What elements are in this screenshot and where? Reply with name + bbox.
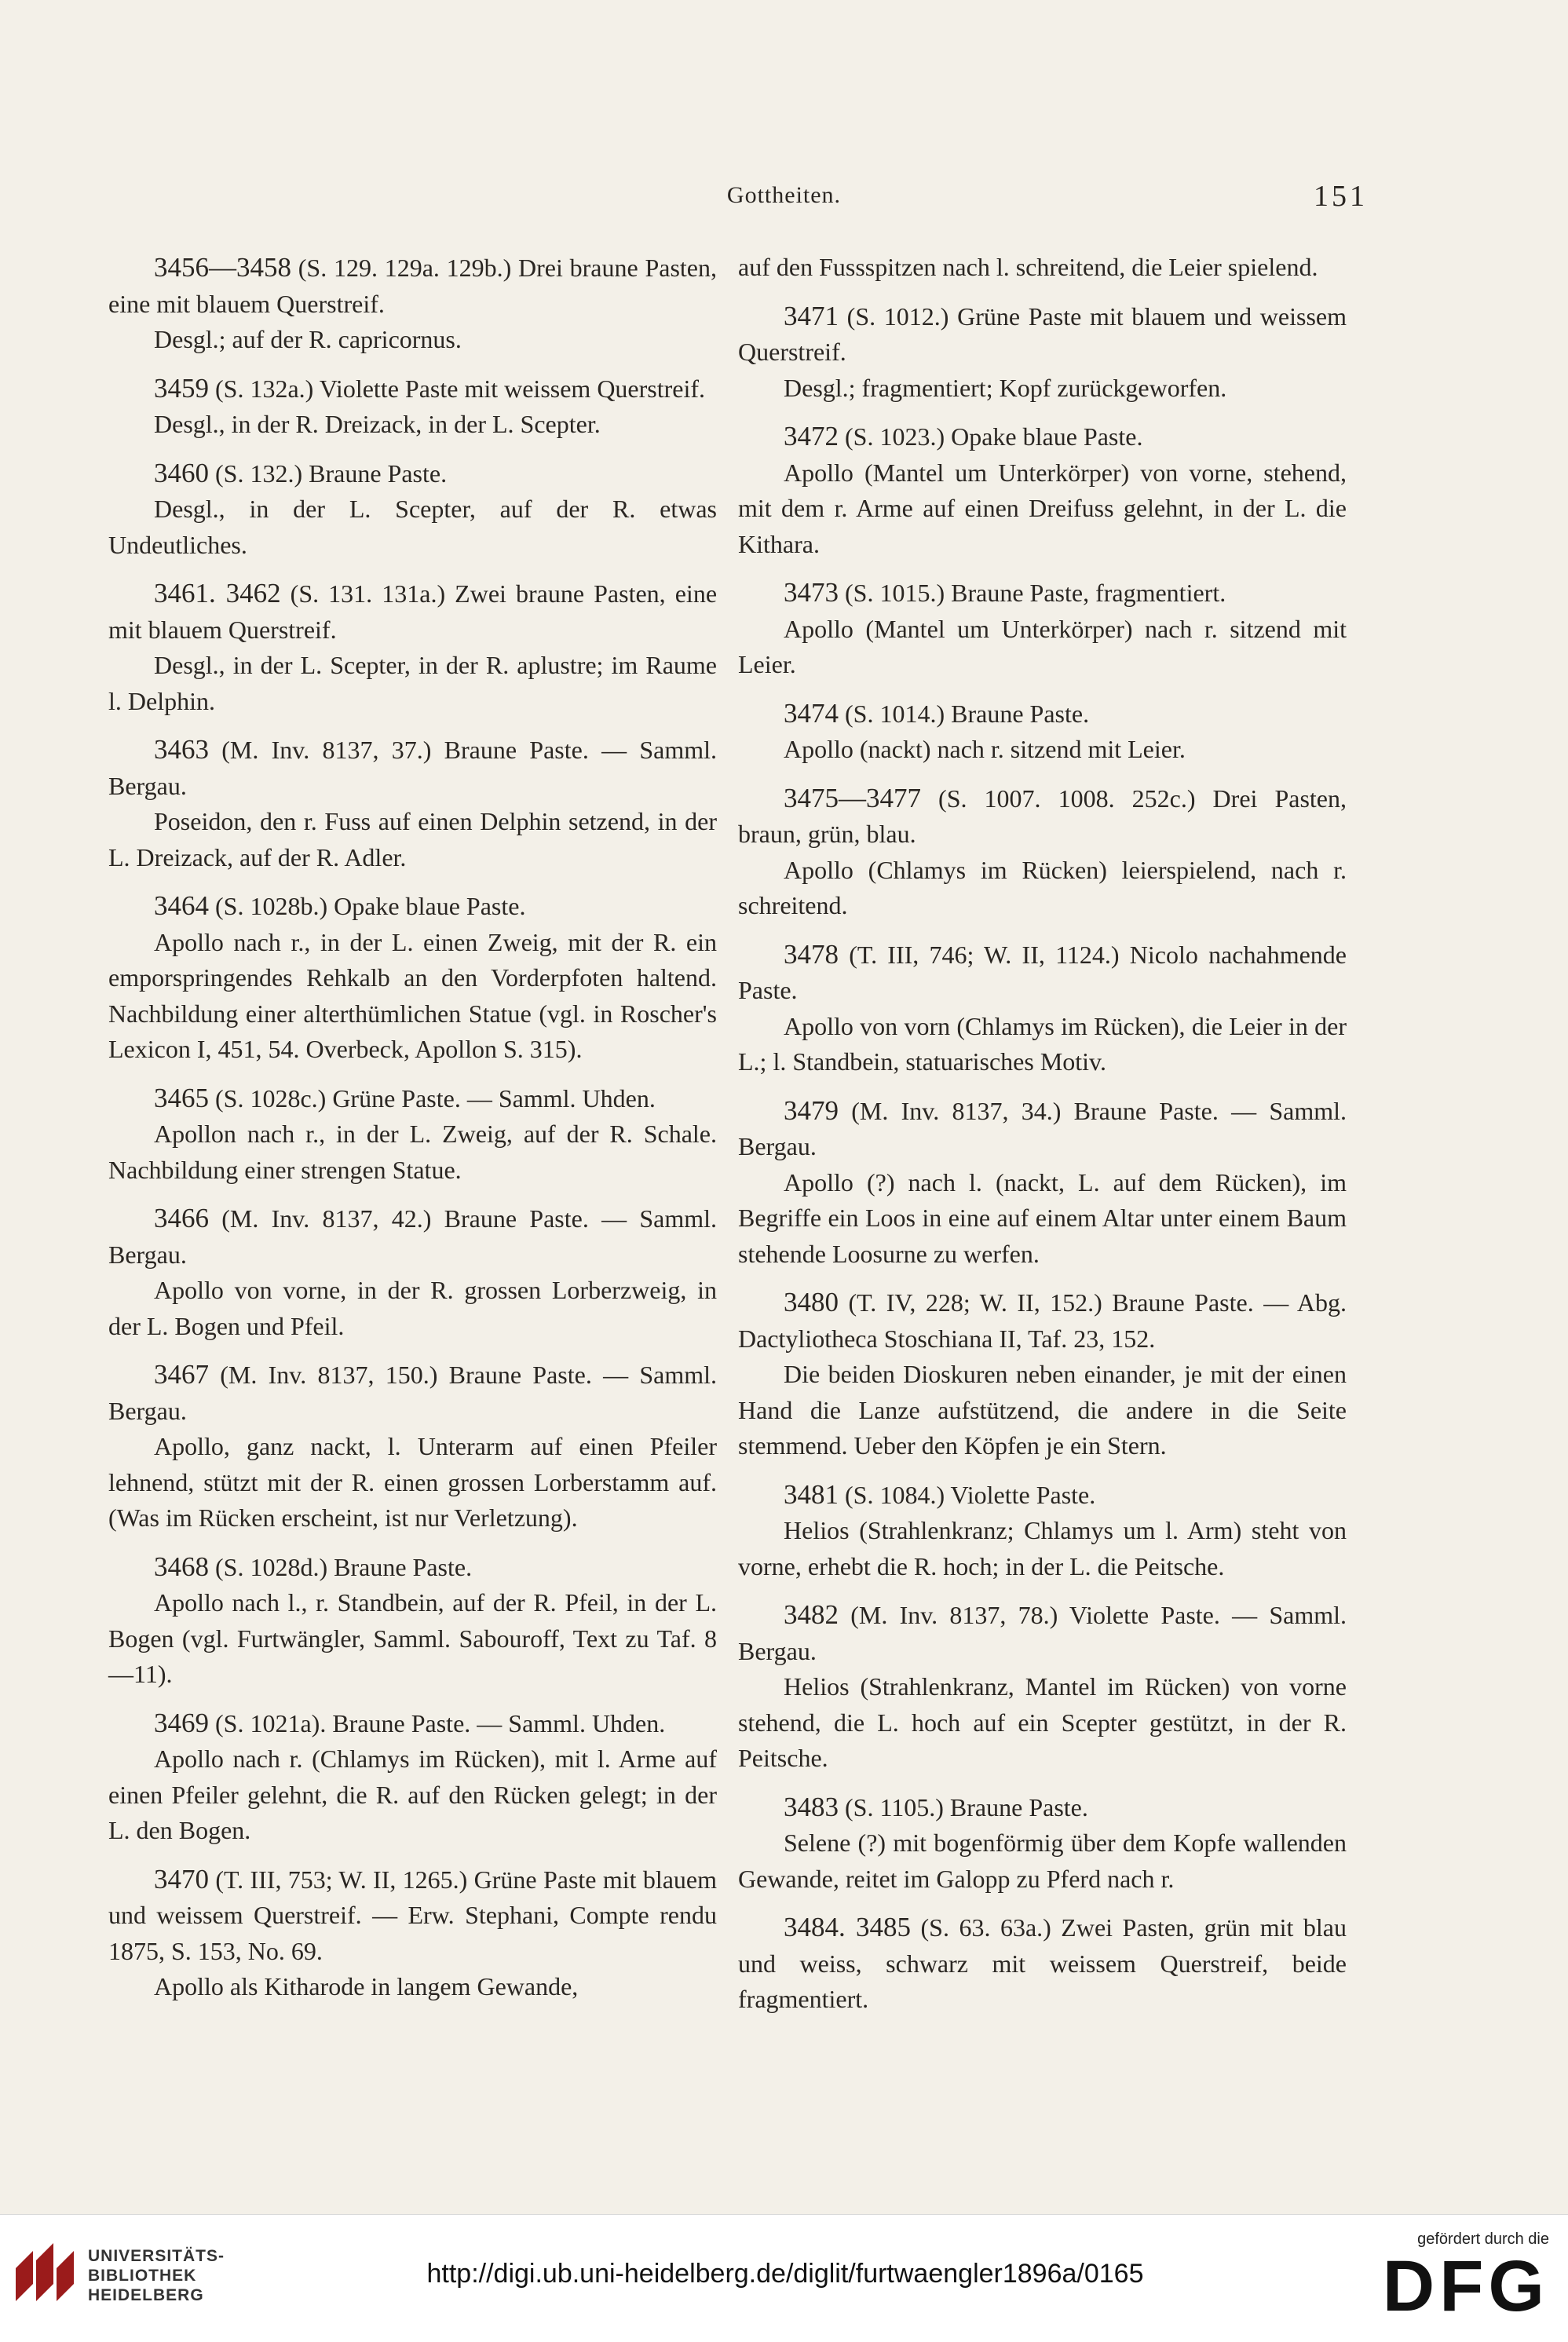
page-number: 151 (1314, 180, 1368, 213)
entry-text: Apollo (Mantel um Unterkörper) nach r. sitzend mit Leier. (738, 614, 1347, 678)
catalogue-entry (738, 1909, 1347, 2018)
entry-text: (S. 131. 131a.) Zwei braune Pasten, eine mit blauem Querstreif. (108, 579, 718, 644)
entry-paragraph-main (108, 575, 717, 648)
catalogue-entry (108, 575, 717, 719)
entry-number: 3484. 3485 (784, 1912, 911, 1942)
entry-number: 3478 (784, 938, 839, 970)
entry-paragraph-main (108, 1200, 717, 1273)
entry-text: (S. 1014.) Braune Paste. (845, 699, 1090, 728)
entry-paragraph-description (108, 1585, 717, 1693)
entry-text: Poseidon, den r. Fuss auf einen Delphin setzend, in der L. Dreizack, auf der R. Adler. (108, 807, 717, 871)
entry-paragraph-description (108, 648, 717, 719)
entry-paragraph-main (738, 250, 1347, 286)
entry-paragraph-description (738, 853, 1347, 924)
entry-number: 3471 (784, 300, 839, 331)
catalogue-entry (738, 250, 1347, 286)
right-column (738, 250, 1347, 2030)
entry-text: (S. 63. 63a.) Zwei Pasten, grün mit blau und weiss, schwarz mit weissem Querstreif, beide fragmentiert. (738, 1913, 1347, 2013)
catalogue-entry (738, 575, 1347, 683)
entry-paragraph-main (738, 1093, 1347, 1165)
entry-paragraph-description (108, 491, 717, 563)
entry-text: (S. 1023.) Opake blaue Paste. (845, 422, 1143, 451)
entry-paragraph-main (108, 1357, 717, 1429)
entry-text: (S. 1028c.) Grüne Paste. — Samml. Uhden. (215, 1083, 656, 1113)
entry-number: 3481 (784, 1478, 839, 1510)
entry-paragraph-description (108, 1116, 717, 1188)
entry-paragraph-main (738, 780, 1347, 853)
catalogue-entry (738, 1597, 1347, 1777)
entry-text: (S. 1028d.) Braune Paste. (215, 1552, 473, 1581)
catalogue-entry (108, 1080, 717, 1189)
entry-text: (S. 1084.) Violette Paste. (845, 1480, 1096, 1509)
entry-paragraph-main (738, 418, 1347, 455)
catalogue-entry (108, 455, 717, 564)
catalogue-entry (738, 1477, 1347, 1585)
entry-paragraph-main (738, 1597, 1347, 1669)
entry-paragraph-main (108, 455, 717, 492)
funder-label: gefördert durch die (1417, 2231, 1549, 2248)
entry-paragraph-main (738, 937, 1347, 1009)
entry-paragraph-description (108, 925, 717, 1068)
entry-paragraph-description (738, 1009, 1347, 1080)
entry-paragraph-description (108, 1741, 717, 1849)
university-library-heidelberg-logo-icon[interactable] (9, 2237, 80, 2307)
entry-text: Helios (Strahlenkranz; Chlamys um l. Arm) steht von vorne, erhebt die R. hoch; in der L. die Peitsche. (738, 1516, 1347, 1580)
entry-number: 3480 (784, 1287, 839, 1317)
entry-text: (S. 1007. 1008. 252c.) Drei Pasten, braun, grün, blau. (738, 784, 1347, 848)
entry-text: auf den Fussspitzen nach l. schreitend, die Leier spielend. (738, 253, 1318, 281)
catalogue-entry (108, 1862, 717, 2005)
entry-text: Apollo nach l., r. Standbein, auf der R. Pfeil, in der L. Bogen (vgl. Furtwängler, Samml. Sabouroff, Text zu Taf. 8—11). (108, 1588, 717, 1688)
entry-number: 3456—3458 (154, 252, 291, 283)
permalink-url[interactable]: http://digi.ub.uni-heidelberg.de/diglit/furtwaengler1896a/0165 (426, 2259, 1144, 2289)
catalogue-entry (108, 1549, 717, 1693)
entry-text: (M. Inv. 8137, 34.) Braune Paste. — Samml. Bergau. (738, 1096, 1347, 1160)
left-column (108, 250, 717, 2018)
entry-paragraph-description (108, 322, 717, 358)
entry-text: Apollo (Chlamys im Rücken) leierspielend, nach r. schreitend. (738, 855, 1347, 919)
entry-paragraph-description (108, 804, 717, 875)
entry-text: (S. 132a.) Violette Paste mit weissem Querstreif. (215, 374, 706, 403)
entry-text: (T. III, 753; W. II, 1265.) Grüne Paste mit blauem und weissem Querstreif. — Erw. Stephani, Compte rendu 1875, S. 153, No. 69. (108, 1865, 717, 1965)
entry-paragraph-main (108, 1549, 717, 1586)
entry-text: (S. 1021a). Braune Paste. — Samml. Uhden. (215, 1708, 666, 1737)
entry-text: Desgl., in der L. Scepter, in der R. aplustre; im Raume l. Delphin. (108, 651, 717, 715)
entry-paragraph-description (108, 1273, 717, 1344)
catalogue-entry (738, 780, 1347, 924)
entry-text: Apollo (?) nach l. (nackt, L. auf dem Rücken), im Begriffe ein Loos in eine auf einem Altar unter einem Baum stehende Loosurne zu werfen. (738, 1167, 1347, 1268)
institution-line: HEIDELBERG (88, 2286, 204, 2304)
entry-paragraph-description (108, 1969, 717, 2005)
entry-number: 3469 (154, 1707, 209, 1738)
entry-text: Apollo nach r. (Chlamys im Rücken), mit l. Arme auf einen Pfeiler gelehnt, die R. auf den Rücken gelegt; in der L. den Bogen. (108, 1745, 717, 1844)
entry-number: 3467 (154, 1359, 209, 1390)
entry-number: 3465 (154, 1082, 209, 1113)
catalogue-entry (738, 1284, 1347, 1464)
catalogue-entry (108, 1357, 717, 1536)
entry-paragraph-main (738, 575, 1347, 612)
entry-paragraph-description (738, 1825, 1347, 1897)
catalogue-entry (108, 732, 717, 875)
entry-text: Desgl., in der L. Scepter, auf der R. etwas Undeutliches. (108, 495, 717, 559)
entry-text: Desgl., in der R. Dreizack, in der L. Scepter. (154, 410, 601, 438)
entry-text: (M. Inv. 8137, 78.) Violette Paste. — Samml. Bergau. (738, 1601, 1347, 1665)
entry-text: (S. 132.) Braune Paste. (215, 459, 448, 488)
entry-number: 3482 (784, 1599, 839, 1630)
entry-number: 3472 (784, 421, 839, 451)
entry-text: Desgl.; auf der R. capricornus. (154, 325, 462, 353)
entry-paragraph-main (738, 1789, 1347, 1826)
institution-name (88, 2246, 225, 2305)
entry-paragraph-description (738, 455, 1347, 563)
entry-text: (M. Inv. 8137, 42.) Braune Paste. — Samml. Bergau. (108, 1204, 718, 1269)
entry-text: (M. Inv. 8137, 150.) Braune Paste. — Samml. Bergau. (108, 1361, 718, 1425)
entry-paragraph-description (738, 371, 1347, 407)
entry-paragraph-main (108, 371, 717, 407)
entry-text: Selene (?) mit bogenförmig über dem Kopfe wallenden Gewande, reitet im Galopp zu Pferd nach r. (738, 1829, 1347, 1893)
institution-line: UNIVERSITÄTS- (88, 2247, 225, 2265)
entry-number: 3470 (154, 1863, 209, 1894)
entry-text: Apollo von vorn (Chlamys im Rücken), die Leier in der L.; l. Standbein, statuarisches Motiv. (738, 1011, 1347, 1076)
entry-paragraph-main (108, 1080, 717, 1117)
catalogue-entry (108, 888, 717, 1068)
entry-text: (T. IV, 228; W. II, 152.) Braune Paste. — Abg. Dactyliotheca Stoschiana II, Taf. 23, 152. (738, 1288, 1347, 1353)
footer-bar (0, 2214, 1568, 2342)
entry-text: Apollo (nackt) nach r. sitzend mit Leier. (784, 735, 1186, 763)
entry-text: Apollo (Mantel um Unterkörper) von vorne, stehend, mit dem r. Arme auf einen Dreifuss gelehnt, in der L. die Kithara. (738, 458, 1347, 558)
entry-paragraph-main (738, 1477, 1347, 1514)
catalogue-entry (738, 298, 1347, 407)
entry-text: Apollo von vorne, in der R. grossen Lorberzweig, in der L. Bogen und Pfeil. (108, 1276, 717, 1340)
entry-text: Die beiden Dioskuren neben einander, je mit der einen Hand die Lanze aufstützend, die andere in die Seite stemmend. Ueber den Köpfen je ein Stern. (738, 1360, 1347, 1460)
entry-text: (S. 129. 129a. 129b.) Drei braune Pasten, eine mit blauem Querstreif. (108, 254, 718, 318)
catalogue-entry (738, 696, 1347, 768)
entry-paragraph-main (108, 1862, 717, 1970)
institution-line: BIBLIOTHEK (88, 2267, 197, 2285)
entry-paragraph-description (108, 407, 717, 443)
catalogue-entry (738, 418, 1347, 562)
catalogue-entry (738, 1093, 1347, 1273)
entry-paragraph-main (738, 1284, 1347, 1357)
running-head: Gottheiten. (726, 182, 842, 208)
entry-number: 3459 (154, 372, 209, 404)
entry-text: (T. III, 746; W. II, 1124.) Nicolo nachahmende Paste. (738, 940, 1347, 1004)
entry-paragraph-main (738, 696, 1347, 733)
entry-number: 3479 (784, 1094, 839, 1126)
entry-number: 3473 (784, 577, 839, 608)
entry-text: Desgl.; fragmentiert; Kopf zurückgeworfen. (784, 373, 1227, 402)
entry-paragraph-main (108, 888, 717, 925)
entry-number: 3483 (784, 1791, 839, 1822)
entry-text: Apollon nach r., in der L. Zweig, auf der R. Schale. Nachbildung einer strengen Statue. (108, 1120, 717, 1184)
entry-paragraph-description (738, 732, 1347, 768)
funder-block (1383, 2231, 1549, 2324)
entry-text: Helios (Strahlenkranz, Mantel im Rücken) von vorne stehend, die L. hoch auf ein Scepter gestützt, in der R. Peitsche. (738, 1672, 1347, 1772)
entry-text: Apollo als Kitharode in langem Gewande, (154, 1972, 579, 2000)
entry-number: 3464 (154, 890, 209, 921)
entry-paragraph-main (108, 1705, 717, 1742)
entry-text: (S. 1015.) Braune Paste, fragmentiert. (845, 579, 1226, 607)
entry-paragraph-description (738, 1165, 1347, 1273)
entry-paragraph-description (738, 612, 1347, 683)
entry-number: 3474 (784, 697, 839, 729)
dfg-logo[interactable]: DFG (1382, 2246, 1549, 2326)
entry-paragraph-description (738, 1513, 1347, 1584)
entry-text: (S. 1012.) Grüne Paste mit blauem und weissem Querstreif. (738, 301, 1347, 366)
entry-number: 3466 (154, 1203, 209, 1233)
entry-number: 3475—3477 (784, 782, 921, 813)
catalogue-entry (108, 250, 717, 358)
entry-text: (M. Inv. 8137, 37.) Braune Paste. — Samml. Bergau. (108, 736, 718, 800)
entry-number: 3468 (154, 1551, 209, 1582)
catalogue-entry (738, 1789, 1347, 1898)
catalogue-entry (108, 1705, 717, 1849)
entry-number: 3461. 3462 (154, 578, 281, 608)
entry-text: Apollo nach r., in der L. einen Zweig, mit der R. ein emporspringendes Rehkalb an den Vorderpfoten haltend. Nachbildung einer alterthümlichen Statue (vgl. in Roscher's Lexicon I, 451, 54. Overbeck, Apollon S. 315). (108, 927, 717, 1063)
catalogue-entry (108, 371, 717, 443)
entry-number: 3460 (154, 457, 209, 488)
entry-paragraph-main (108, 250, 717, 322)
catalogue-entry (108, 1200, 717, 1344)
entry-paragraph-description (738, 1669, 1347, 1777)
entry-paragraph-description (108, 1429, 717, 1536)
entry-text: Apollo, ganz nackt, l. Unterarm auf einen Pfeiler lehnend, stützt mit der R. einen grossen Lorberstamm auf. (Was im Rücken erscheint, ist nur Verletzung). (108, 1432, 717, 1532)
entry-text: (S. 1028b.) Opake blaue Paste. (215, 892, 526, 920)
catalogue-entry (738, 937, 1347, 1080)
entry-paragraph-description (738, 1357, 1347, 1464)
entry-number: 3463 (154, 734, 209, 765)
entry-text: (S. 1105.) Braune Paste. (845, 1792, 1088, 1821)
entry-paragraph-main (108, 732, 717, 804)
entry-paragraph-main (738, 298, 1347, 371)
entry-paragraph-main (738, 1909, 1347, 2018)
